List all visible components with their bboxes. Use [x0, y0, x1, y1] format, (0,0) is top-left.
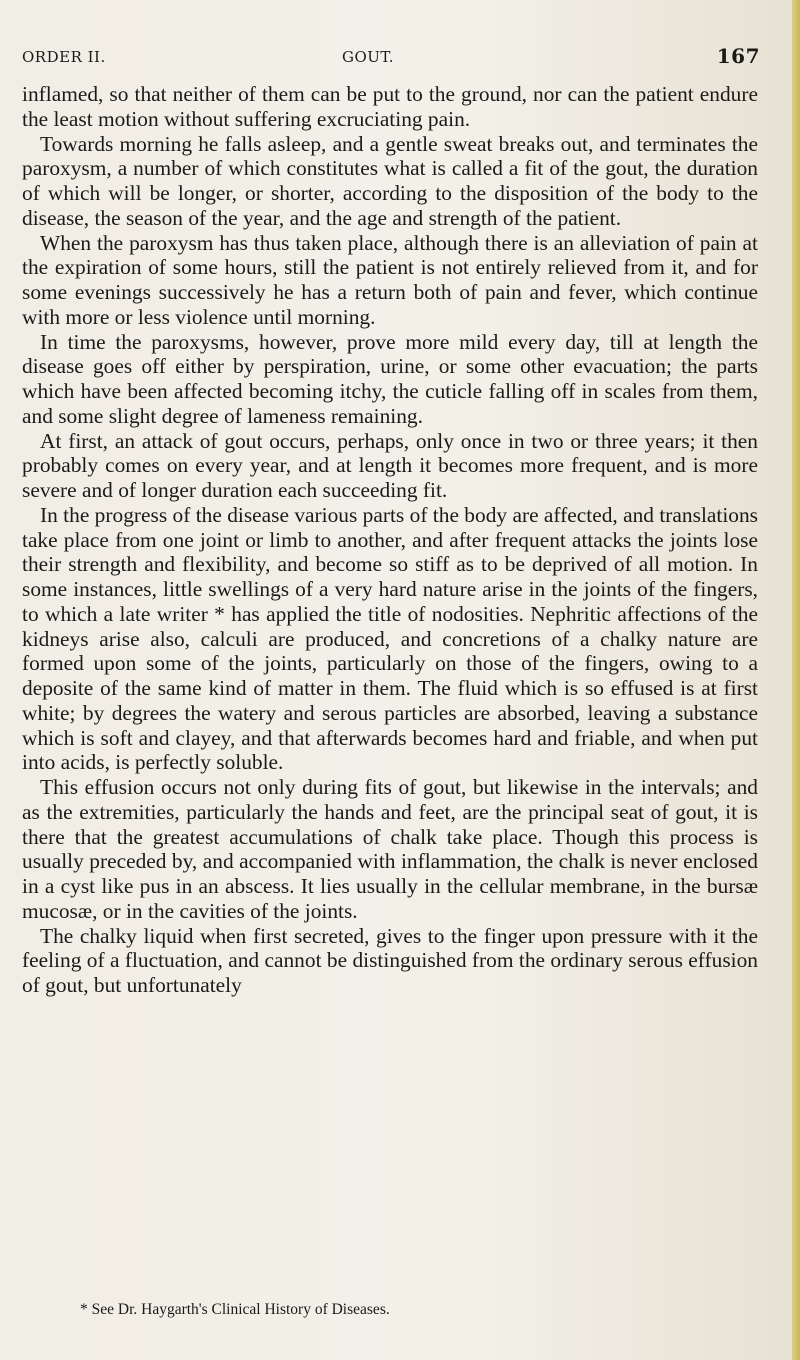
paragraph: At first, an attack of gout occurs, perhaps, only once in two or three years; it then probably comes on every year, and at length it becomes more frequent, and is more severe and of longer duration each succeeding fit. [22, 428, 758, 502]
page-edge [792, 0, 800, 1360]
paragraph: In the progress of the disease various parts of the body are affected, and translations take place from one joint or limb to another, and after frequent attacks the joints lose their strength and flexibility, and become so stiff as to be deprived of all motion. In some instances, little swellings of a very hard nature arise in the joints of the fingers, to which a late writer * has applied the title of nodosities. Nephritic affections of the kidneys arise also, calculi are produced, and concretions of a chalky nature are formed upon some of the joints, particularly on those of the fingers, owing to a deposite of the same kind of matter in them. The fluid which is so effused is at first white; by degrees the watery and serous particles are absorbed, leaving a substance which is soft and clayey, and that afterwards becomes hard and friable, and when put into acids, is perfectly soluble. [22, 502, 758, 775]
paragraph: When the paroxysm has thus taken place, although there is an alleviation of pain at the expiration of some hours, still the patient is not entirely relieved from it, and for some evenings successively he has a return both of pain and fever, which continue with more or less violence until morning. [22, 230, 758, 329]
footnote: * See Dr. Haygarth's Clinical History of Diseases. [80, 1301, 390, 1318]
paragraph: The chalky liquid when first secreted, gives to the finger upon pressure with it the feeling of a fluctuation, and cannot be distinguished from the ordinary serous effusion of gout, but unfortunately [22, 923, 758, 997]
body-text [22, 82, 758, 998]
running-header-title: GOUT. [342, 48, 394, 66]
paragraph: inflamed, so that neither of them can be put to the ground, nor can the patient endure the least motion without suffering excruciating pain. [22, 82, 758, 131]
running-header [22, 44, 760, 74]
paragraph: In time the paroxysms, however, prove more mild every day, till at length the disease goes off either by perspiration, urine, or some other evacuation; the parts which have been affected becoming itchy, the cuticle falling off in scales from them, and some slight degree of lameness remaining. [22, 329, 758, 428]
running-header-order: ORDER II. [22, 48, 106, 66]
page-number: 167 [716, 44, 760, 68]
paragraph: Towards morning he falls asleep, and a gentle sweat breaks out, and terminates the paroxysm, a number of which constitutes what is called a fit of the gout, the duration of which will be longer, or shorter, according to the disposition of the body to the disease, the season of the year, and the age and strength of the patient. [22, 131, 758, 230]
paragraph: This effusion occurs not only during fits of gout, but likewise in the intervals; and as the extremities, particularly the hands and feet, are the principal seat of gout, it is there that the greatest accumulations of chalk take place. Though this process is usually preceded by, and accompanied with inflammation, the chalk is never enclosed in a cyst like pus in an abscess. It lies usually in the cellular membrane, in the bursæ mucosæ, or in the cavities of the joints. [22, 775, 758, 923]
